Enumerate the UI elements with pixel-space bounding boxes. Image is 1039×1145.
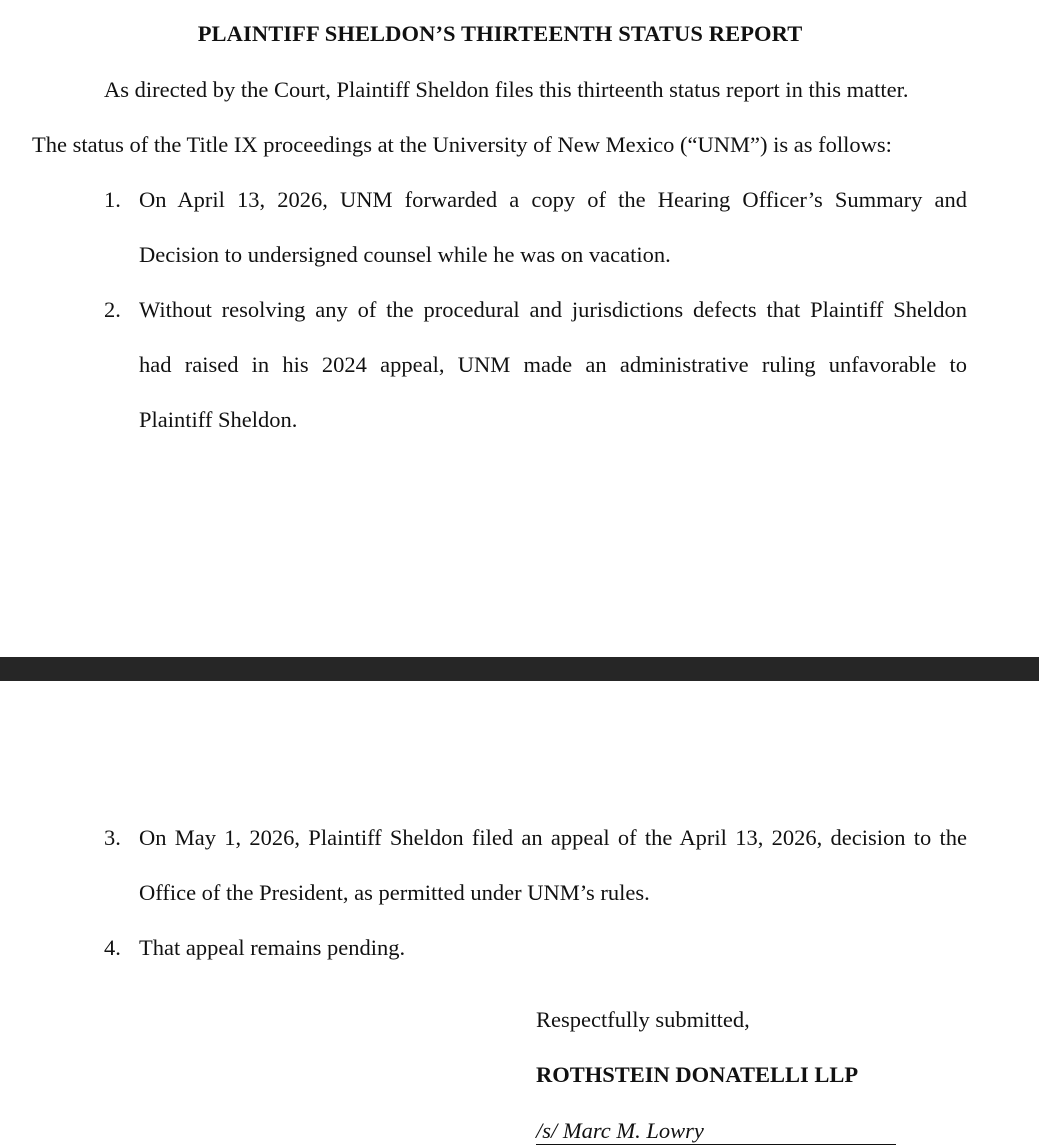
list-item-line: On April 13, 2026, UNM forwarded a copy of the Hearing Officer’s Summary and	[139, 187, 967, 212]
list-item-line: On May 1, 2026, Plaintiff Sheldon filed an appeal of the April 13, 2026, decision to the	[139, 825, 967, 850]
list-item-number: 1.	[104, 187, 121, 212]
intro-line-1: As directed by the Court, Plaintiff Sheldon files this thirteenth status report in this matter.	[104, 77, 909, 102]
list-item-line: Plaintiff Sheldon.	[139, 407, 298, 432]
intro-line-2: The status of the Title IX proceedings at the University of New Mexico (“UNM”) is as follows:	[32, 132, 892, 157]
firm-name: ROTHSTEIN DONATELLI LLP	[536, 1062, 859, 1087]
document-title: PLAINTIFF SHELDON’S THIRTEENTH STATUS REPORT	[197, 21, 803, 46]
page-break-divider	[0, 657, 1039, 681]
list-item-number: 2.	[104, 297, 121, 322]
list-item-line: That appeal remains pending.	[139, 935, 406, 960]
list-item-number: 4.	[104, 935, 121, 960]
list-item-line: Office of the President, as permitted under UNM’s rules.	[139, 880, 650, 905]
signature-text: /s/ Marc M. Lowry	[536, 1118, 704, 1143]
closing-text: Respectfully submitted,	[536, 1007, 750, 1032]
list-item-line: Without resolving any of the procedural and jurisdictions defects that Plaintiff Sheldon	[139, 297, 967, 322]
list-item-number: 3.	[104, 825, 121, 850]
document-page-2	[0, 681, 1039, 1143]
signature-line	[536, 1118, 896, 1145]
list-item-line: Decision to undersigned counsel while he was on vacation.	[139, 242, 671, 267]
list-item-line: had raised in his 2024 appeal, UNM made an administrative ruling unfavorable to	[139, 352, 967, 377]
